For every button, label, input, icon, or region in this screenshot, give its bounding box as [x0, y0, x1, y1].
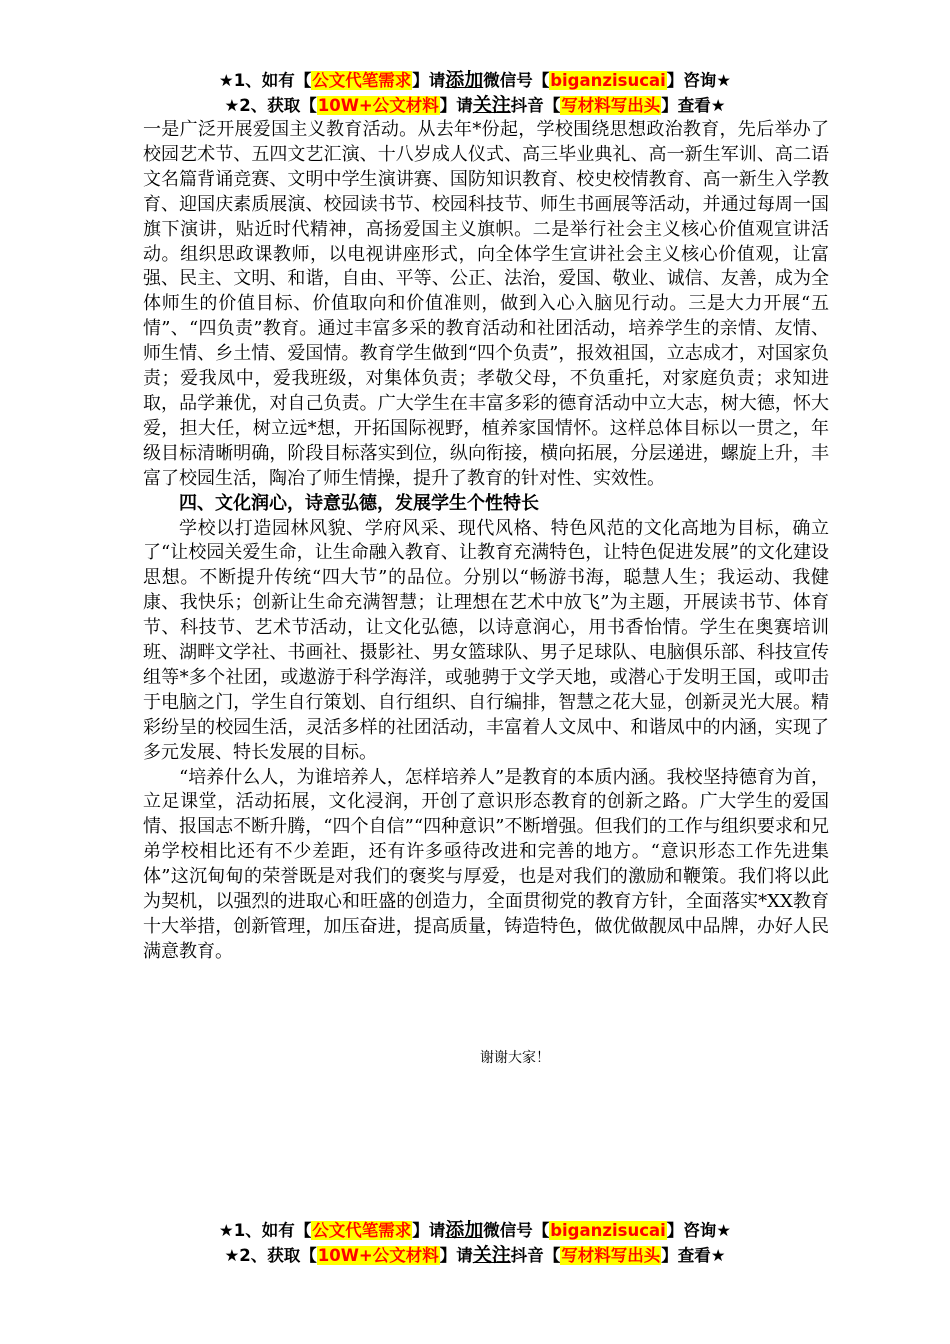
promo-emphasis: 关注 — [472, 1244, 511, 1266]
promo-emphasis: 添加 — [445, 69, 484, 91]
promo-text: ★1、如有【 — [218, 71, 312, 90]
body-paragraph-conclusion: “培养什么人，为谁培养人，怎样培养人”是教育的本质内涵。我校坚持德育为首，立足课堂，活动拓展，文化浸润，开创了意识形态教育的创新之路。广大学生的爱国情、报国志不断升腾，“四个自信”“四种意识”不断增强。但我们的工作与组织要求和兄弟学校相比还有不少差距，还有许多亟待改进和完善的地方。“意识形态工作先进集体”这沉甸甸的荣誉既是对我们的褒奖与厚爱，也是对我们的激励和鞭策。我们将以此为契机，以强烈的进取心和旺盛的创造力，全面贯彻党的教育方针，全面落实*XX教育十大举措，创新管理，加压奋进，提高质量，铸造特色，做优做靓凤中品牌，办好人民满意教育。 — [143, 766, 829, 962]
promo-text: 】请 — [412, 1221, 446, 1240]
footer-promo-banner — [0, 1218, 950, 1268]
document-body — [143, 118, 829, 965]
promo-text: ★2、获取【 — [224, 1246, 317, 1265]
promo-highlight-douyin-account: 写材料写出头 — [561, 96, 661, 115]
promo-line-1 — [0, 1218, 950, 1243]
promo-text: 】查看★ — [661, 96, 726, 115]
promo-text: 】咨询★ — [666, 1221, 732, 1240]
promo-text: 】请 — [439, 1246, 473, 1265]
promo-text: 】咨询★ — [666, 71, 732, 90]
body-paragraph-education-activities: 一是广泛开展爱国主义教育活动。从去年*份起，学校围绕思想政治教育，先后举办了校园艺术节、五四文艺汇演、十八岁成人仪式、高三毕业典礼、高一新生军训、高二语文名篇背诵竞赛、文明中学生演讲赛、国防知识教育、校史校情教育、高一新生入学教育、迎国庆素质展演、校园读书节、校园科技节、师生书画展等活动，并通过每周一国旗下演讲，贴近时代精神，高扬爱国主义旗帜。二是举行社会主义核心价值观宣讲活动。组织思政课教师，以电视讲座形式，向全体学生宣讲社会主义核心价值观，让富强、民主、文明、和谐，自由、平等、公正、法治，爱国、敬业、诚信、友善，成为全体师生的价值目标、价值取向和价值准则，做到入心入脑见行动。三是大力开展“五情”、“四负责”教育。通过丰富多采的教育活动和社团活动，培养学生的亲情、友情、师生情、乡土情、爱国情。教育学生做到“四个负责”，报效祖国，立志成才，对国家负责；爱我凤中，爱我班级，对集体负责；孝敬父母，不负重托，对家庭负责；求知进取，品学兼优，对自己负责。广大学生在丰富多彩的德育活动中立大志，树大德，怀大爱，担大任，树立远*想，开拓国际视野，植养家国情怀。这样总体目标以一贯之，年级目标清晰明确，阶段目标落实到位，纵向衔接，横向拓展，分层递进，螺旋上升，丰富了校园生活，陶冶了师生情操，提升了教育的针对性、实效性。 — [143, 119, 829, 489]
promo-text: 微信号【 — [483, 71, 550, 90]
promo-highlight-wechat-id: biganzisucai — [550, 1221, 666, 1240]
promo-text: ★1、如有【 — [218, 1221, 312, 1240]
closing-thanks: 谢谢大家！ — [480, 1050, 550, 1066]
promo-highlight-materials: 10W+公文材料 — [317, 96, 439, 115]
promo-emphasis: 添加 — [445, 1219, 484, 1241]
promo-highlight-service: 公文代笔需求 — [312, 1221, 412, 1240]
promo-text: 】查看★ — [661, 1246, 726, 1265]
promo-highlight-materials: 10W+公文材料 — [317, 1246, 439, 1265]
promo-line-2 — [0, 1243, 950, 1268]
promo-highlight-douyin-account: 写材料写出头 — [561, 1246, 661, 1265]
promo-highlight-wechat-id: biganzisucai — [550, 71, 666, 90]
promo-text: 】请 — [439, 96, 473, 115]
promo-emphasis: 关注 — [472, 94, 511, 116]
promo-highlight-service: 公文代笔需求 — [312, 71, 412, 90]
promo-line-2 — [0, 93, 950, 118]
promo-text: 微信号【 — [483, 1221, 550, 1240]
promo-text: ★2、获取【 — [224, 96, 317, 115]
promo-text: 】请 — [412, 71, 446, 90]
promo-text: 抖音【 — [510, 1246, 561, 1265]
header-promo-banner — [0, 68, 950, 118]
promo-line-1 — [0, 68, 950, 93]
promo-text: 抖音【 — [510, 96, 561, 115]
section-heading: 四、文化润心，诗意弘德，发展学生个性特长 — [179, 492, 539, 514]
body-paragraph-culture: 学校以打造园林风貌、学府风采、现代风格、特色风范的文化高地为目标，确立了“让校园关爱生命，让生命融入教育、让教育充满特色，让特色促进发展”的文化建设思想。不断提升传统“四大节”的品位。分别以“畅游书海，聪慧人生；我运动、我健康、我快乐；创新让生命充满智慧；让理想在艺术中放飞”为主题，开展读书节、体育节、科技节、艺术节活动，让文化弘德，以诗意润心，用书香怡情。学生在奥赛培训班、湖畔文学社、书画社、摄影社、男女篮球队、男子足球队、电脑俱乐部、科技宣传组等*多个社团，或遨游于科学海洋，或驰骋于文学天地，或潜心于发明王国，或叩击于电脑之门，学生自行策划、自行组织、自行编排，智慧之花大显，创新灵光大展。精彩纷呈的校园生活，灵活多样的社团活动，丰富着人文凤中、和谐凤中的内涵，实现了多元发展、特长发展的目标。 — [143, 517, 829, 763]
